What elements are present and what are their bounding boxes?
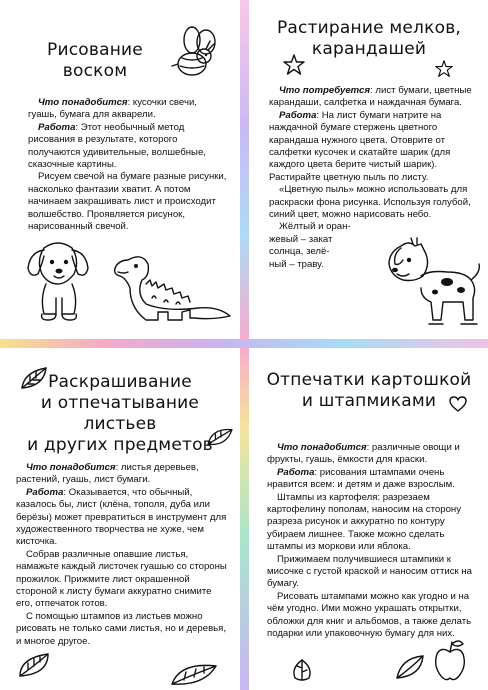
work-text: : Этот необычный метод рисования в результате, которого получаются удивительные, волшебные, сказочные картины. [28,121,206,171]
card-potato-stamps [249,348,488,690]
need-text: : листья деревьев, растений, гуашь, лист бумаги. [16,462,199,486]
leaf-icon [18,652,52,678]
need-label: Что потребуется [279,85,371,96]
paragraph: Прижимаем получившиеся штампики к мисочке с густой краской и наносим оттиск на бумагу. [267,553,472,590]
paragraph: «Цветную пыль» можно использовать для раскраски фона рисунка. Используя голубой, синий цвет, можно нарисовать небо. [269,184,471,221]
card-title [2,372,238,456]
work-label: Работа [277,466,315,478]
title-line: и отпечатывание листьев [40,393,200,434]
work-text: : Оказывается, что обычный, казалось бы, лист (клёна, тополя, дуба или берёзы) может превратиться в инструмент для художественного творчества не хуже, чем кисточка. [16,486,227,548]
title-line: воском [62,61,128,81]
need-label: Что понадобится [26,462,116,473]
card-body [28,97,228,233]
paragraph: Рисуем свечой на бумаге разные рисунки, насколько фантазии хватит. А потом начинаем закрашивать лист и происходит волшебство. Проявляется рисунок, нарисованный свечой. [28,171,227,233]
title-line: и штапмиками [301,391,437,411]
line: солнца, зелё- [269,246,330,258]
leaf-icon [170,660,218,686]
leaf-icon [395,654,425,680]
star-icon [435,60,453,78]
need-label: Что понадобится [38,97,128,108]
need-label: Что понадобится [277,442,367,453]
leaf-icon [206,426,234,448]
line: Жёлтый и оран- [279,221,351,233]
line: ный – траву. [269,258,324,270]
apple-icon [433,638,467,682]
need-text: : кусочки свечи, гуашь, бумага для акварели. [28,97,197,121]
card-body [16,462,230,648]
paragraph: Рисовать штампами можно как угодно и на чём угодно. Ими можно украшать открытки, обложки для книг и альбомов, а также делать подарки или упаковочную бумагу для них. [267,590,472,640]
title-line: Рисование [47,40,143,60]
card-body [267,442,477,641]
work-text: : рисования штампами очень нравится всем: и детям и даже взрослым. [267,466,455,491]
dinosaur-icon [106,250,232,322]
card-title [20,40,170,82]
work-label: Работа [279,109,317,121]
need-text: : лист бумаги, цветные карандаши, салфетка и наждачная бумага. [269,85,472,109]
title-line: карандашей [311,39,427,59]
heart-icon [449,396,467,412]
horizontal-rainbow-divider [0,339,488,348]
paragraph: С помощью штампов из листьев можно рисовать не только сами листья, но и деревья, и многое другое. [16,610,227,647]
card-wax-drawing [0,0,240,339]
title-line: и других предметов [27,435,213,455]
need-text: : различные овощи и фрукты, гуашь, ёмкости для краски. [267,442,460,466]
leaf-icon [289,658,315,682]
puppy-icon [22,238,94,322]
line: жевый – закат [269,233,333,245]
paragraph: Собрав различные опавшие листья, намажьте каждый листочек гуашью со стороны прожилок. Прижмите лист окрашенной стороной к листу бумаги аккуратно снимите его, отпечаток готов. [16,548,227,610]
title-line: Отпечатки картошкой [266,370,472,390]
star-icon [283,54,305,76]
work-label: Работа [26,486,64,498]
title-line: Раскрашивание [48,372,192,392]
title-line: Растирание мелков, [276,18,462,38]
bee-icon [170,22,220,80]
card-leaf-printing [0,348,240,690]
spotted-dog-icon [381,236,485,328]
paragraph: Штампы из картофеля: разрезаем картофелину пополам, наносим на сторону разреза рисунок и аккуратно по контуру убираем лишнее. Также можно сделать штампы из моркови или яблока. [267,491,461,553]
work-text: : На лист бумаги натрите на наждачной бумаге стержень цветного карандаша нужного цвета. Отоврите от салфетки кусочек и скатайте шарик (для каждого цвета берите чистый шарик). Растирайте цветную пыль по листу. [269,109,451,183]
card-chalk-rubbing [249,0,488,339]
work-label: Работа [38,121,76,133]
